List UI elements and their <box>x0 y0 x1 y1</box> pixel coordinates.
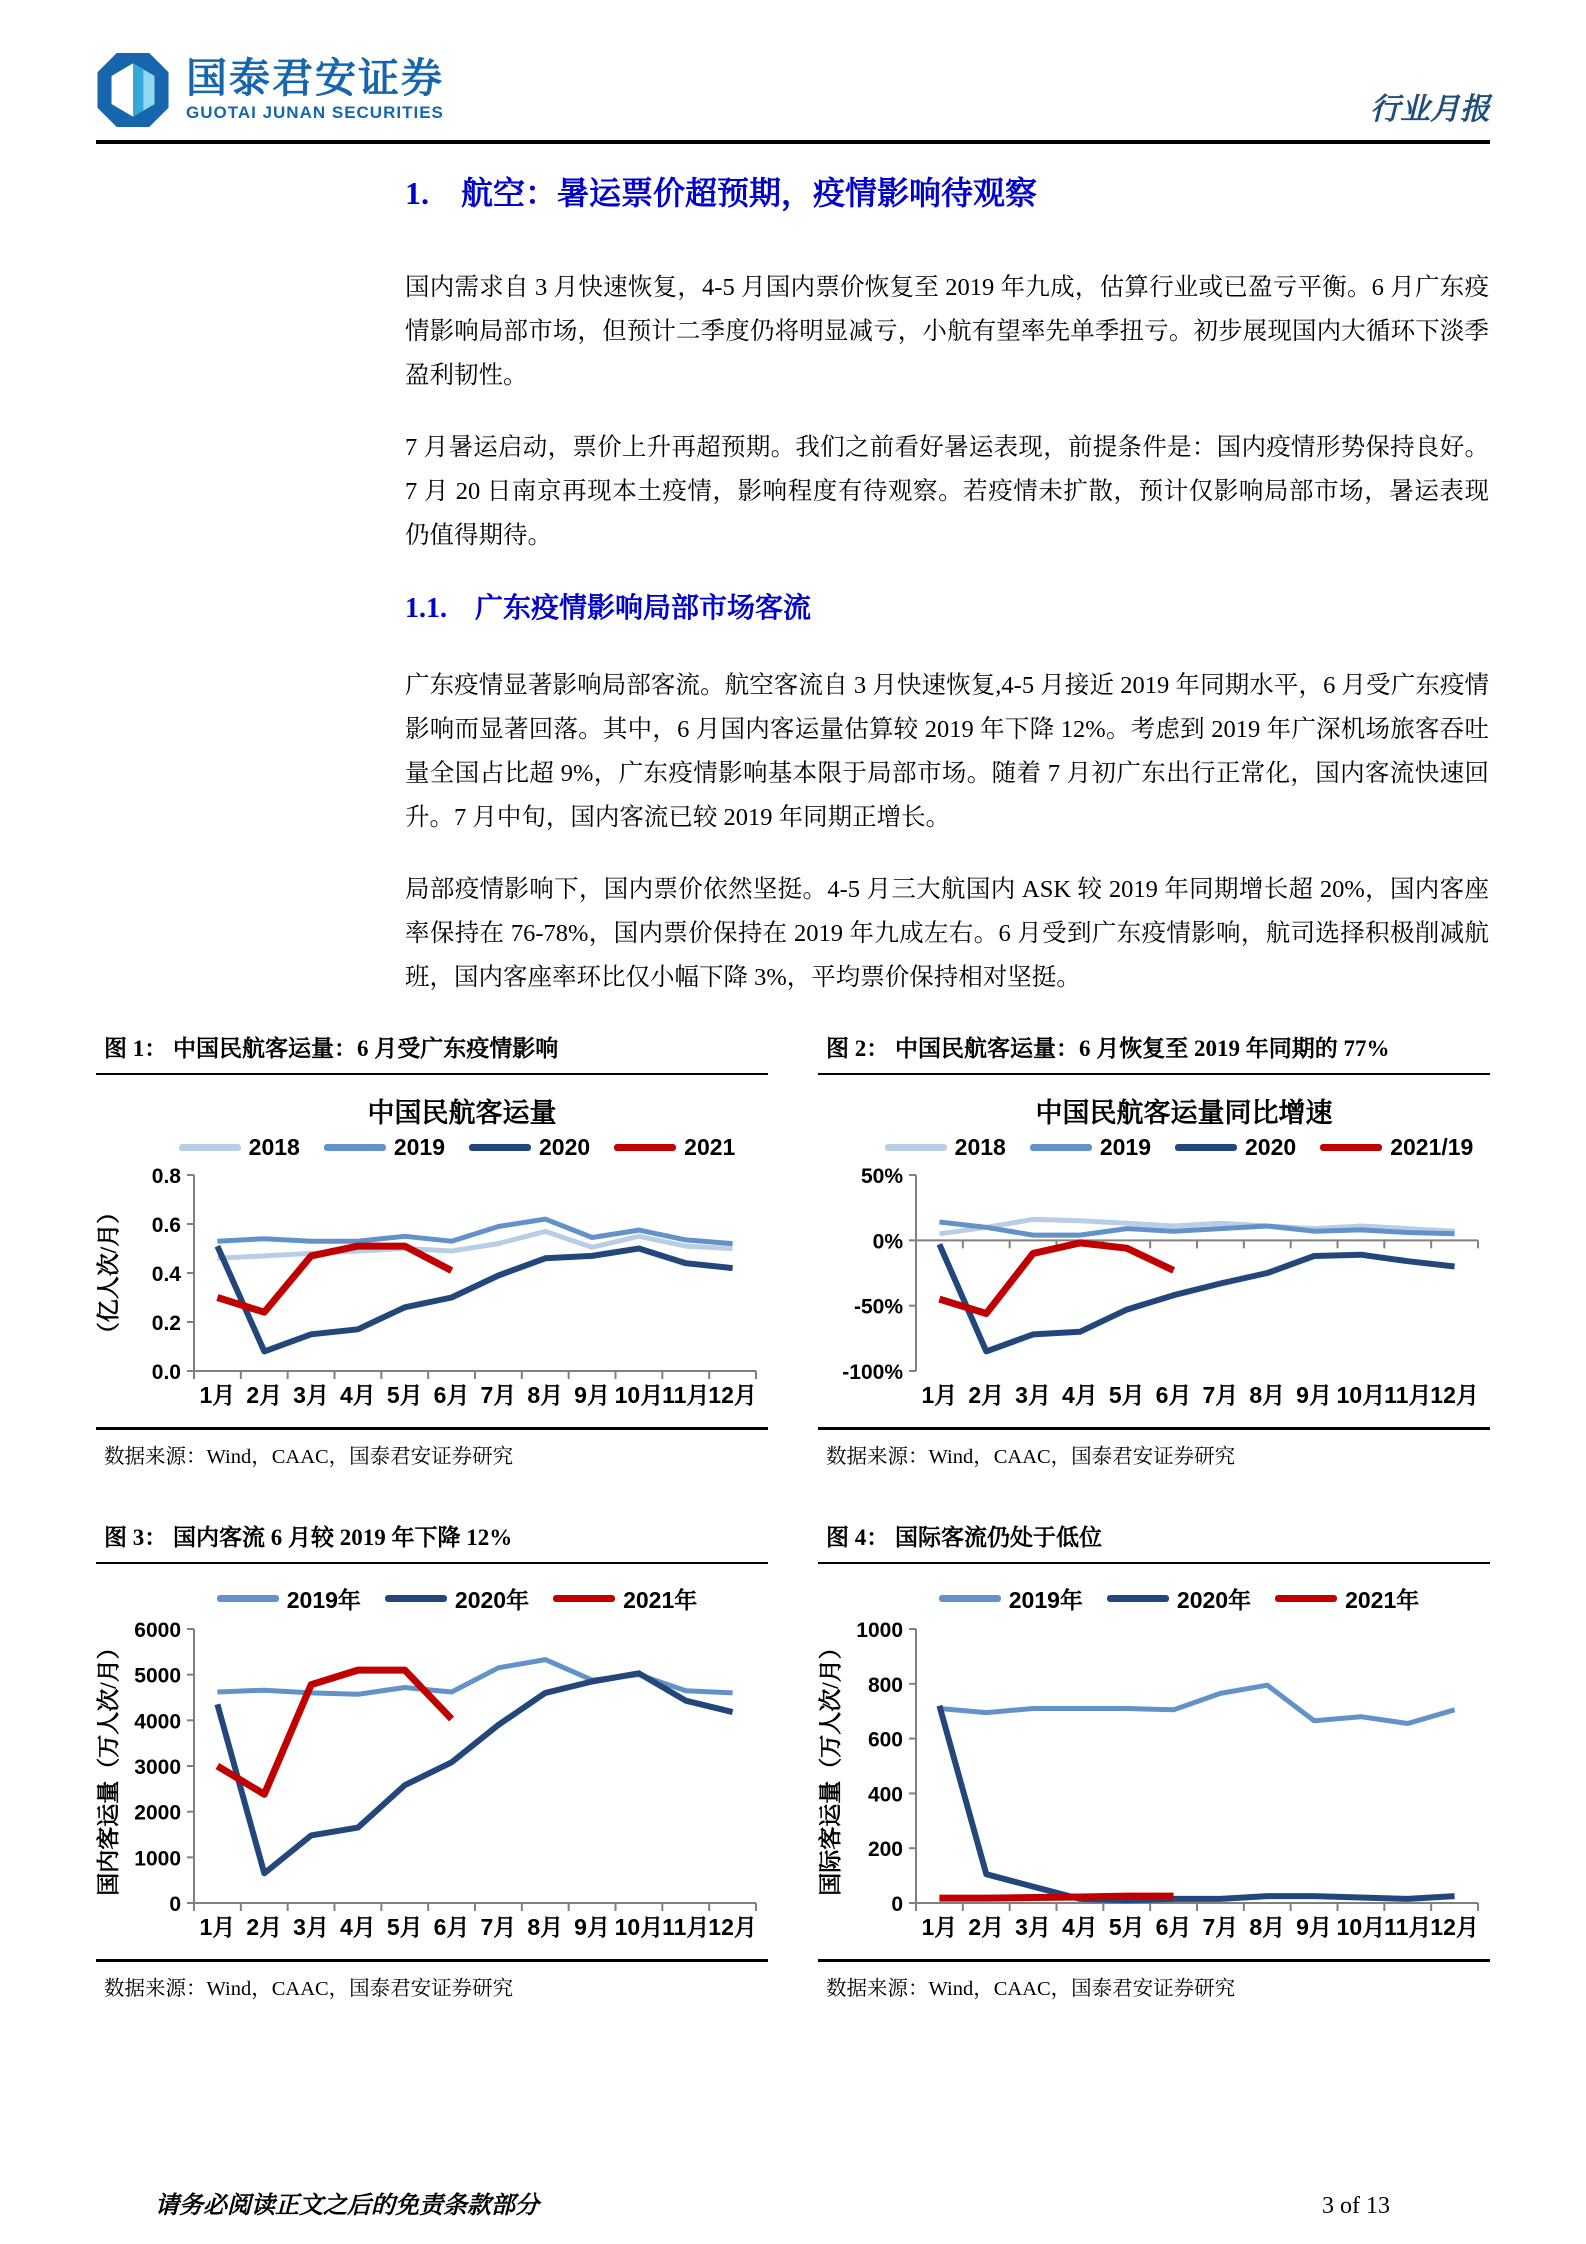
svg-text:6月: 6月 <box>1155 1914 1192 1940</box>
svg-text:0.6: 0.6 <box>151 1214 181 1237</box>
chart-legend <box>146 1134 768 1161</box>
svg-text:400: 400 <box>867 1783 903 1807</box>
paragraph-2: 7 月暑运启动，票价上升再超预期。我们之前看好暑运表现，前提条件是：国内疫情形势保持良好。7 月 20 日南京再现本土疫情，影响程度有待观察。若疫情未扩散，预计仅影响局部市场，暑运表现仍值得期待。 <box>405 434 1489 549</box>
svg-text:11月: 11月 <box>662 1382 710 1408</box>
svg-text:1月: 1月 <box>199 1914 236 1940</box>
svg-text:11月: 11月 <box>1384 1914 1432 1940</box>
line-chart <box>818 1163 1490 1415</box>
svg-text:5月: 5月 <box>386 1914 423 1940</box>
chart-legend <box>146 1582 768 1615</box>
svg-text:9月: 9月 <box>574 1382 610 1408</box>
svg-text:10月: 10月 <box>614 1914 664 1940</box>
svg-text:0.2: 0.2 <box>151 1312 181 1335</box>
paragraph-1: 国内需求自 3 月快速恢复，4-5 月国内票价恢复至 2019 年九成，估算行业或已盈亏平衡。6 月广东疫情影响局部市场，但预计二季度仍将明显减亏，小航有望率先单季扭亏。初步展现国内大循环下淡季盈利韧性。 <box>405 274 1489 389</box>
svg-text:7月: 7月 <box>480 1914 517 1940</box>
svg-text:7月: 7月 <box>1202 1382 1239 1408</box>
figure-3-caption: 图 3： 国内客流 6 月较 2019 年下降 12% <box>96 1519 768 1564</box>
figure-4 <box>818 1519 1490 2001</box>
svg-text:2月: 2月 <box>246 1914 283 1940</box>
page-header <box>96 50 1490 130</box>
svg-text:（亿人次/月）: （亿人次/月） <box>96 1200 121 1346</box>
figure-2 <box>818 1030 1490 1469</box>
figure-1-caption: 图 1： 中国民航客运量：6 月受广东疫情影响 <box>96 1030 768 1075</box>
figure-4-chart <box>818 1564 1490 1947</box>
svg-text:8月: 8月 <box>1249 1914 1286 1940</box>
report-type-label: 行业月报 <box>1370 93 1490 126</box>
svg-text:3月: 3月 <box>293 1914 329 1940</box>
svg-text:1月: 1月 <box>199 1382 236 1408</box>
svg-text:3000: 3000 <box>134 1756 181 1779</box>
svg-text:0: 0 <box>891 1893 903 1916</box>
svg-text:3月: 3月 <box>1015 1382 1051 1408</box>
subsection-heading: 1.1. 广东疫情影响局部市场客流 <box>405 593 812 624</box>
header-divider <box>96 140 1490 144</box>
svg-text:6月: 6月 <box>433 1914 470 1940</box>
svg-text:9月: 9月 <box>574 1914 610 1940</box>
svg-text:2000: 2000 <box>134 1801 181 1825</box>
svg-text:9月: 9月 <box>1296 1382 1332 1408</box>
svg-text:600: 600 <box>867 1728 903 1752</box>
svg-text:5月: 5月 <box>1108 1914 1145 1940</box>
figure-1-chart <box>96 1075 768 1415</box>
brand-logo-icon <box>96 50 170 130</box>
figure-1-source: 数据来源：Wind，CAAC，国泰君安证券研究 <box>96 1427 768 1469</box>
legend-item-2019: 2019 <box>324 1134 445 1161</box>
svg-text:1000: 1000 <box>134 1847 181 1871</box>
chart-legend <box>868 1582 1490 1615</box>
svg-text:6000: 6000 <box>134 1619 181 1642</box>
figure-3-chart <box>96 1564 768 1947</box>
chart-title: 中国民航客运量 <box>367 1098 557 1128</box>
svg-text:12月: 12月 <box>708 1914 757 1940</box>
legend-item-2021/19: 2021/19 <box>1320 1134 1473 1161</box>
page-footer <box>155 2185 1390 2220</box>
svg-text:8月: 8月 <box>1249 1382 1286 1408</box>
legend-item-2020年: 2020年 <box>1107 1582 1251 1615</box>
svg-text:5月: 5月 <box>1108 1382 1145 1408</box>
svg-text:8月: 8月 <box>527 1914 564 1940</box>
svg-text:2月: 2月 <box>968 1914 1005 1940</box>
figure-4-caption: 图 4： 国际客流仍处于低位 <box>818 1519 1490 1564</box>
svg-text:4月: 4月 <box>340 1382 376 1408</box>
svg-text:5月: 5月 <box>386 1382 423 1408</box>
svg-text:0: 0 <box>169 1893 181 1916</box>
svg-text:8月: 8月 <box>527 1382 564 1408</box>
figure-2-chart <box>818 1075 1490 1415</box>
line-chart <box>96 1163 768 1415</box>
svg-text:国际客运量（万人次/月）: 国际客运量（万人次/月） <box>818 1636 843 1896</box>
legend-item-2020: 2020 <box>1175 1134 1296 1161</box>
figure-3 <box>96 1519 768 2001</box>
legend-item-2019年: 2019年 <box>939 1582 1083 1615</box>
svg-text:11月: 11月 <box>1384 1382 1432 1408</box>
svg-text:50%: 50% <box>860 1165 903 1188</box>
page-number: 3 of 13 <box>1322 2193 1390 2219</box>
legend-item-2019年: 2019年 <box>217 1582 361 1615</box>
legend-item-2021年: 2021年 <box>1275 1582 1419 1615</box>
svg-text:6月: 6月 <box>433 1382 470 1408</box>
svg-text:国内客运量（万人次/月）: 国内客运量（万人次/月） <box>96 1636 121 1896</box>
svg-text:200: 200 <box>867 1838 903 1862</box>
legend-item-2018: 2018 <box>179 1134 300 1161</box>
svg-text:3月: 3月 <box>1015 1914 1051 1940</box>
svg-text:1月: 1月 <box>921 1382 958 1408</box>
svg-text:10月: 10月 <box>1336 1382 1386 1408</box>
svg-text:800: 800 <box>867 1673 903 1697</box>
svg-text:5000: 5000 <box>134 1664 181 1688</box>
figure-4-source: 数据来源：Wind，CAAC，国泰君安证券研究 <box>818 1959 1490 2001</box>
figure-2-source: 数据来源：Wind，CAAC，国泰君安证券研究 <box>818 1427 1490 1469</box>
svg-text:12月: 12月 <box>1430 1914 1479 1940</box>
legend-item-2020: 2020 <box>469 1134 590 1161</box>
svg-text:4月: 4月 <box>1062 1382 1098 1408</box>
footer-disclaimer: 请务必阅读正文之后的免责条款部分 <box>155 2193 539 2219</box>
svg-text:12月: 12月 <box>708 1382 757 1408</box>
svg-text:3月: 3月 <box>293 1382 329 1408</box>
svg-text:4月: 4月 <box>1062 1914 1098 1940</box>
svg-text:10月: 10月 <box>1336 1914 1386 1940</box>
brand-text <box>186 54 444 123</box>
svg-text:0%: 0% <box>872 1230 903 1254</box>
legend-item-2021年: 2021年 <box>553 1582 697 1615</box>
svg-text:0.4: 0.4 <box>151 1263 181 1286</box>
legend-item-2021: 2021 <box>614 1134 735 1161</box>
svg-text:4000: 4000 <box>134 1710 181 1734</box>
chart-legend <box>868 1134 1490 1161</box>
svg-text:7月: 7月 <box>1202 1914 1239 1940</box>
svg-text:1000: 1000 <box>856 1619 903 1642</box>
brand-name-en: GUOTAI JUNAN SECURITIES <box>186 103 444 123</box>
svg-text:4月: 4月 <box>340 1914 376 1940</box>
figure-3-source: 数据来源：Wind，CAAC，国泰君安证券研究 <box>96 1959 768 2001</box>
svg-text:12月: 12月 <box>1430 1382 1479 1408</box>
svg-text:0.8: 0.8 <box>151 1165 181 1188</box>
svg-text:2月: 2月 <box>246 1382 283 1408</box>
svg-text:-50%: -50% <box>853 1295 903 1319</box>
figure-1 <box>96 1030 768 1469</box>
svg-text:2月: 2月 <box>968 1382 1005 1408</box>
svg-text:6月: 6月 <box>1155 1382 1192 1408</box>
chart-title: 中国民航客运量同比增速 <box>1035 1098 1333 1128</box>
svg-text:0.0: 0.0 <box>151 1361 181 1384</box>
svg-text:11月: 11月 <box>662 1914 710 1940</box>
svg-text:-100%: -100% <box>842 1361 903 1384</box>
svg-text:9月: 9月 <box>1296 1914 1332 1940</box>
paragraph-3: 广东疫情显著影响局部客流。航空客流自 3 月快速恢复,4-5 月接近 2019 年同期水平，6 月受广东疫情影响而显著回落。其中，6 月国内客运量估算较 2019 年下降 12%。考虑到 2019 年广深机场旅客吞吐量全国占比超 9%，广东疫情影响基本限于局部市场。随着 7 月初广东出行正常化，国内客流快速回升。7 月中旬，国内客流已较 2019 年同期正增长。 <box>405 672 1489 831</box>
paragraph-4: 局部疫情影响下，国内票价依然坚挺。4-5 月三大航国内 ASK 较 2019 年同期增长超 20%，国内客座率保持在 76-78%，国内票价保持在 2019 年九成左右。6 月受到广东疫情影响，航司选择积极削减航班，国内客座率环比仅小幅下降 3%，平均票价保持相对坚挺。 <box>405 876 1489 991</box>
svg-text:10月: 10月 <box>614 1382 664 1408</box>
legend-item-2019: 2019 <box>1030 1134 1151 1161</box>
brand <box>96 50 444 130</box>
line-chart <box>96 1617 768 1947</box>
legend-item-2018: 2018 <box>885 1134 1006 1161</box>
figures-grid <box>96 1030 1490 2001</box>
svg-text:7月: 7月 <box>480 1382 517 1408</box>
svg-text:1月: 1月 <box>921 1914 958 1940</box>
brand-name-cn: 国泰君安证券 <box>186 54 444 101</box>
section-heading: 1. 航空：暑运票价超预期，疫情影响待观察 <box>405 175 1038 211</box>
legend-item-2020年: 2020年 <box>385 1582 529 1615</box>
report-body <box>405 168 1489 1000</box>
figure-2-caption: 图 2： 中国民航客运量：6 月恢复至 2019 年同期的 77% <box>818 1030 1490 1075</box>
line-chart <box>818 1617 1490 1947</box>
